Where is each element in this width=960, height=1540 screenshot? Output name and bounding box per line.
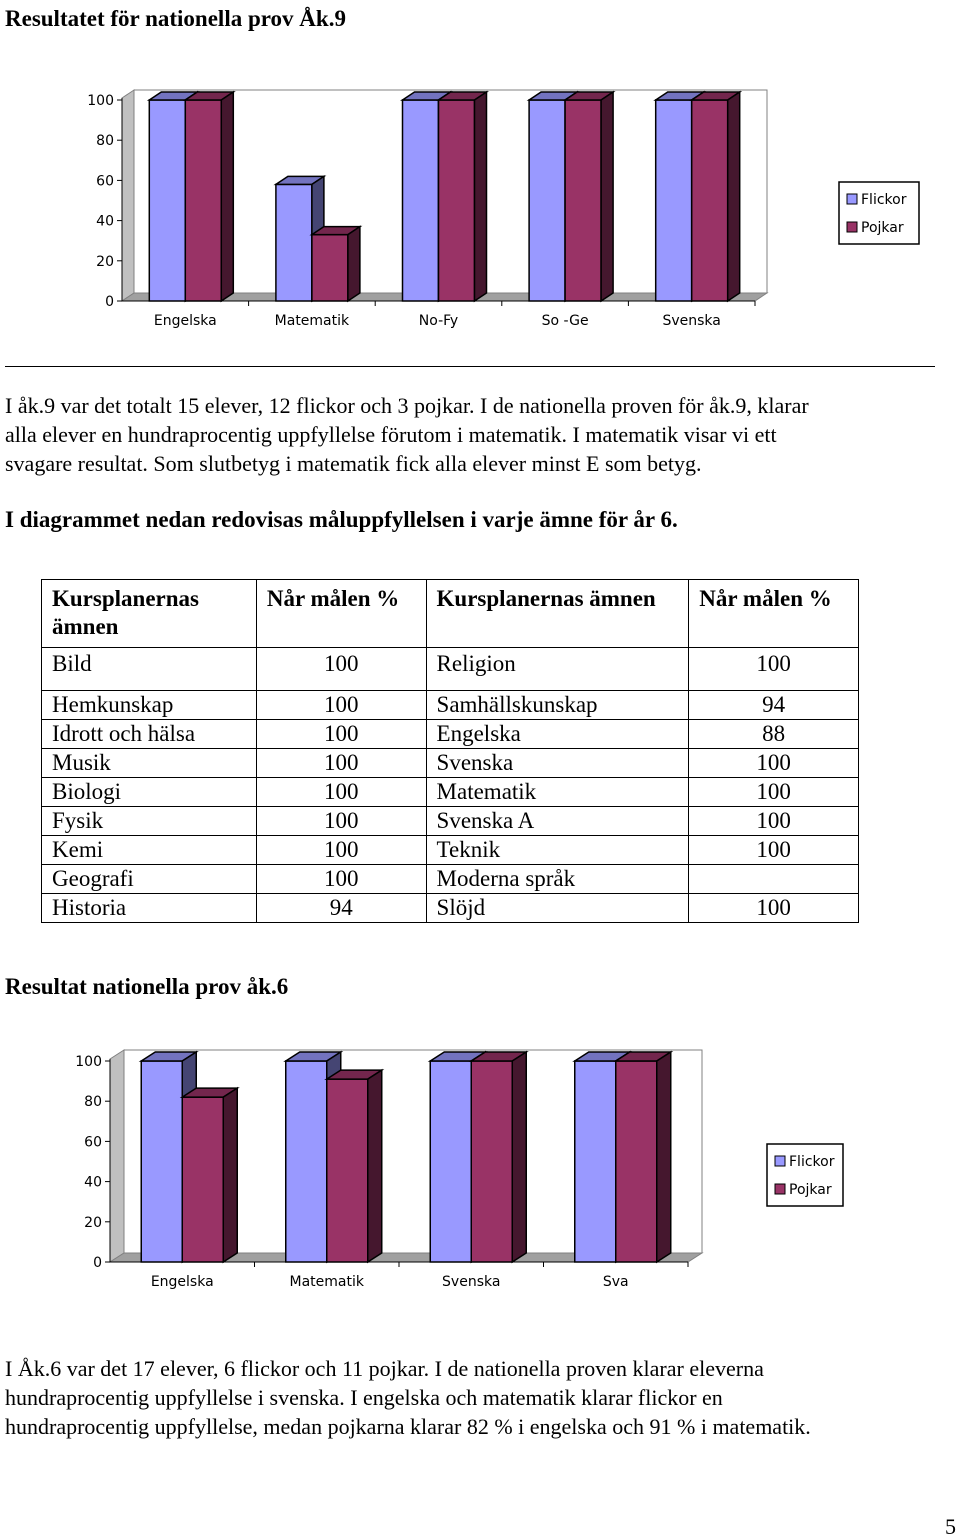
bar-side (728, 92, 740, 301)
legend-swatch (847, 194, 857, 204)
bar-front (471, 1061, 512, 1262)
bar-side (657, 1052, 671, 1262)
bar (616, 1052, 671, 1262)
bar (692, 92, 740, 301)
paragraph-line: I åk.9 var det totalt 15 elever, 12 flickor och 3 pojkar. I de nationella proven för åk.9, klarar (5, 393, 809, 418)
legend-label: Flickor (861, 192, 907, 208)
heading-ak9: Resultatet för nationella prov Åk.9 (5, 6, 346, 31)
y-tick-label: 40 (84, 1174, 102, 1191)
table-cell: 94 (689, 691, 859, 720)
bar-front (529, 100, 565, 301)
legend (767, 1144, 843, 1206)
paragraph-line: hundraprocentig uppfyllelse, medan pojkarna klarar 82 % i engelska och 91 % i matematik. (5, 1414, 811, 1439)
table-cell: 100 (256, 691, 426, 720)
table-cell: 100 (256, 749, 426, 778)
bar (182, 1088, 237, 1262)
table-cell: 100 (256, 836, 426, 865)
bar-front (565, 100, 601, 301)
table-header-row (42, 580, 859, 648)
y-tick-label: 0 (105, 294, 114, 310)
paragraph-line: svagare resultat. Som slutbetyg i matematik fick alla elever minst E som betyg. (5, 451, 702, 476)
heading-ak6: Resultat nationella prov åk.6 (5, 974, 289, 999)
table-cell: 100 (256, 865, 426, 894)
chart-ak6 (0, 1030, 960, 1310)
y-tick-label: 100 (87, 93, 114, 109)
table-cell: Kemi (42, 836, 257, 865)
bar-front (403, 100, 439, 301)
table-cell: Fysik (42, 807, 257, 836)
table-row (42, 894, 859, 923)
legend-swatch (775, 1156, 785, 1166)
table-cell: Slöjd (426, 894, 689, 923)
table-cell: Svenska (426, 749, 689, 778)
bar-front (616, 1061, 657, 1262)
bar (439, 92, 487, 301)
bar (565, 92, 613, 301)
y-tick-label: 40 (96, 213, 114, 230)
table-cell: Hemkunskap (42, 691, 257, 720)
y-tick-label: 60 (96, 173, 114, 190)
table-row (42, 691, 859, 720)
bar-side (601, 92, 613, 301)
y-tick-label: 80 (96, 133, 114, 150)
bar (471, 1052, 526, 1262)
bar-front (656, 100, 692, 301)
bar-front (149, 100, 185, 301)
table-cell: 100 (689, 778, 859, 807)
table-cell: 100 (689, 749, 859, 778)
bar-front (276, 184, 312, 301)
table-cell: 100 (689, 807, 859, 836)
bar-front (141, 1061, 182, 1262)
bar-front (286, 1061, 327, 1262)
table-cell: Engelska (426, 720, 689, 749)
legend-label: Flickor (789, 1154, 835, 1170)
table-cell: Bild (42, 648, 257, 691)
table-cell: 100 (256, 720, 426, 749)
legend-swatch (775, 1184, 785, 1194)
table-header-cell: Når målen % (689, 580, 859, 648)
table-header-cell: Kursplanernas ämnen (42, 580, 257, 648)
y-tick-label: 0 (93, 1255, 102, 1271)
x-tick-label: Matematik (274, 313, 350, 329)
bar-front (327, 1079, 368, 1262)
table-cell: Historia (42, 894, 257, 923)
table-header-cell: Kursplanernas ämnen (426, 580, 689, 648)
page-number: 5 (945, 1514, 956, 1539)
table-row (42, 720, 859, 749)
table-row (42, 807, 859, 836)
bar-front (185, 100, 221, 301)
table-cell: 94 (256, 894, 426, 923)
table-cell: 88 (689, 720, 859, 749)
paragraph-line: I Åk.6 var det 17 elever, 6 flickor och 11 pojkar. I de nationella proven klarar eleverna (5, 1356, 764, 1381)
paragraph-line: hundraprocentig uppfyllelse i svenska. I engelska och matematik klarar flickor en (5, 1385, 723, 1410)
legend-label: Pojkar (861, 220, 904, 236)
subject-table (41, 579, 859, 923)
table-cell: 100 (689, 836, 859, 865)
table-intro: I diagrammet nedan redovisas måluppfyllelsen i varje ämne för år 6. (5, 507, 678, 532)
bar (312, 227, 360, 301)
bar-front (692, 100, 728, 301)
paragraph-ak6 (5, 1354, 955, 1441)
legend-swatch (847, 222, 857, 232)
bar-front (182, 1097, 223, 1262)
table-cell: Idrott och hälsa (42, 720, 257, 749)
paragraph-ak9 (5, 391, 955, 478)
bar-front (312, 235, 348, 301)
bar-side (368, 1070, 382, 1262)
side-wall (122, 90, 134, 301)
x-tick-label: Svenska (662, 313, 721, 329)
table-cell: 100 (256, 778, 426, 807)
table-cell: Biologi (42, 778, 257, 807)
table-cell: 100 (256, 807, 426, 836)
y-tick-label: 60 (84, 1134, 102, 1151)
table-cell (689, 865, 859, 894)
table-row (42, 865, 859, 894)
bar-front (430, 1061, 471, 1262)
bar-front (575, 1061, 616, 1262)
table-row (42, 778, 859, 807)
table-cell: Matematik (426, 778, 689, 807)
table-cell: Teknik (426, 836, 689, 865)
bar-front (439, 100, 475, 301)
x-tick-label: No-Fy (418, 313, 459, 329)
x-tick-label: Engelska (150, 1274, 214, 1290)
table-row (42, 836, 859, 865)
table-row (42, 749, 859, 778)
legend-label: Pojkar (789, 1182, 832, 1198)
x-tick-label: Engelska (153, 313, 217, 329)
table-cell: Svenska A (426, 807, 689, 836)
bar-side (221, 92, 233, 301)
bar-side (223, 1088, 237, 1262)
table-cell: Geografi (42, 865, 257, 894)
table-cell: Musik (42, 749, 257, 778)
horizontal-rule (5, 366, 935, 367)
x-tick-label: Matematik (289, 1274, 364, 1290)
x-tick-label: So -Ge (541, 313, 589, 329)
bar-side (475, 92, 487, 301)
bar (185, 92, 233, 301)
table-row (42, 648, 859, 691)
x-tick-label: Sva (602, 1274, 629, 1290)
table-cell: 100 (689, 648, 859, 691)
y-tick-label: 20 (84, 1214, 102, 1231)
y-tick-label: 80 (84, 1094, 102, 1111)
bar (327, 1070, 382, 1262)
table-header-cell: Når målen % (256, 580, 426, 648)
paragraph-line: alla elever en hundraprocentig uppfyllelse förutom i matematik. I matematik visar vi ett (5, 422, 777, 447)
chart-ak9 (0, 60, 960, 350)
side-wall (110, 1050, 124, 1262)
table-cell: 100 (256, 648, 426, 691)
bar-side (512, 1052, 526, 1262)
table-cell: Samhällskunskap (426, 691, 689, 720)
y-tick-label: 20 (96, 253, 114, 270)
bar-side (348, 227, 360, 301)
y-tick-label: 100 (75, 1054, 102, 1070)
table-cell: Moderna språk (426, 865, 689, 894)
x-tick-label: Svenska (442, 1274, 501, 1290)
legend (839, 182, 919, 244)
table-cell: Religion (426, 648, 689, 691)
table-cell: 100 (689, 894, 859, 923)
